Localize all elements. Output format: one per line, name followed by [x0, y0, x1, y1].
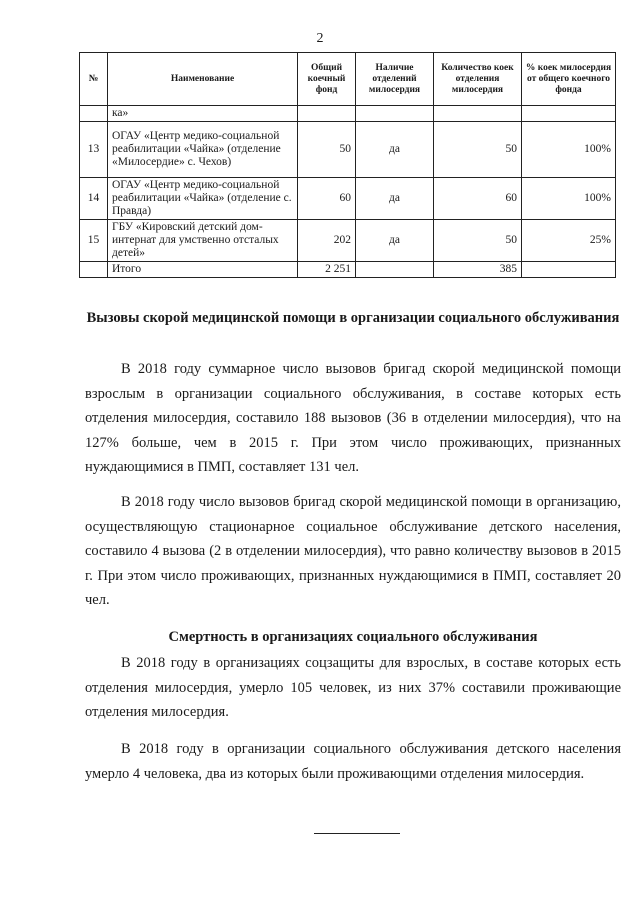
cell-mercy-beds: 50 [434, 220, 522, 262]
footer-rule [314, 833, 400, 834]
cell-mercy-beds: 50 [434, 122, 522, 178]
cell-name: ОГАУ «Центр медико-социальной реабилитации «Чайка» (отделение «Милосердие» с. Чехов) [108, 122, 298, 178]
header-percent: % коек милосердия от общего коечного фонда [522, 53, 616, 106]
total-beds: 2 251 [298, 262, 356, 278]
table-row [80, 122, 616, 178]
cell-percent: 100% [522, 178, 616, 220]
table-row [80, 220, 616, 262]
cell-name: ОГАУ «Центр медико-социальной реабилитации «Чайка» (отделение с. Правда) [108, 178, 298, 220]
table-total-row [80, 262, 616, 278]
cell-has-mercy [356, 106, 434, 122]
cell-name: ка» [108, 106, 298, 122]
table-header-row [80, 53, 616, 106]
cell-beds: 202 [298, 220, 356, 262]
cell-beds: 60 [298, 178, 356, 220]
cell-name: ГБУ «Кировский детский дом-интернат для умственно отсталых детей» [108, 220, 298, 262]
cell-percent [522, 262, 616, 278]
cell-num [80, 106, 108, 122]
cell-mercy-beds: 60 [434, 178, 522, 220]
cell-percent [522, 106, 616, 122]
cell-beds: 50 [298, 122, 356, 178]
cell-has-mercy: да [356, 220, 434, 262]
cell-has-mercy [356, 262, 434, 278]
cell-has-mercy: да [356, 178, 434, 220]
header-beds: Общий коечный фонд [298, 53, 356, 106]
page-number: 2 [316, 31, 324, 46]
cell-beds [298, 106, 356, 122]
paragraph: В 2018 году в организации социального обслуживания детского населения умерло 4 человека, два из которых были проживающими отделения милосердия. [85, 741, 621, 782]
cell-num: 15 [80, 220, 108, 262]
section-heading-mortality: Смертность в организациях социального обслуживания [168, 629, 538, 645]
paragraph: В 2018 году в организациях соцзащиты для взрослых, в составе которых есть отделения милосердия, умерло 105 человек, из них 37% составили проживающие отделения милосердия. [85, 655, 621, 720]
cell-has-mercy: да [356, 122, 434, 178]
cell-percent: 25% [522, 220, 616, 262]
header-name: Наименование [108, 53, 298, 106]
header-mercy-beds: Количество коек отделения милосердия [434, 53, 522, 106]
cell-num [80, 262, 108, 278]
header-num: № [80, 53, 108, 106]
beds-table [79, 52, 616, 278]
paragraph: В 2018 году суммарное число вызовов бригад скорой медицинской помощи взрослым в организации социального обслуживания, в составе которых есть отделения милосердия, составило 188 вызовов (36 в отделении милосердия), что на 127% больше, чем в 2015 г. При этом число проживающих, признанных нуждающимися в ПМП, составляет 131 чел. [85, 361, 621, 475]
section-heading-ambulance: Вызовы скорой медицинской помощи в организации социального обслуживания [86, 310, 620, 326]
table-row-continuation [80, 106, 616, 122]
cell-num: 13 [80, 122, 108, 178]
total-label: Итого [108, 262, 298, 278]
cell-num: 14 [80, 178, 108, 220]
header-has-mercy: Наличие отделений милосердия [356, 53, 434, 106]
total-mercy-beds: 385 [434, 262, 522, 278]
table-row [80, 178, 616, 220]
cell-mercy-beds [434, 106, 522, 122]
cell-percent: 100% [522, 122, 616, 178]
paragraph: В 2018 году число вызовов бригад скорой медицинской помощи в организацию, осуществляющую стационарное социальное обслуживание детского населения, составило 4 вызова (2 в отделении милосердия), что равно количеству вызовов в 2015 г. При этом число проживающих, признанных нуждающимися в ПМП, составляет 20 чел. [85, 494, 621, 608]
